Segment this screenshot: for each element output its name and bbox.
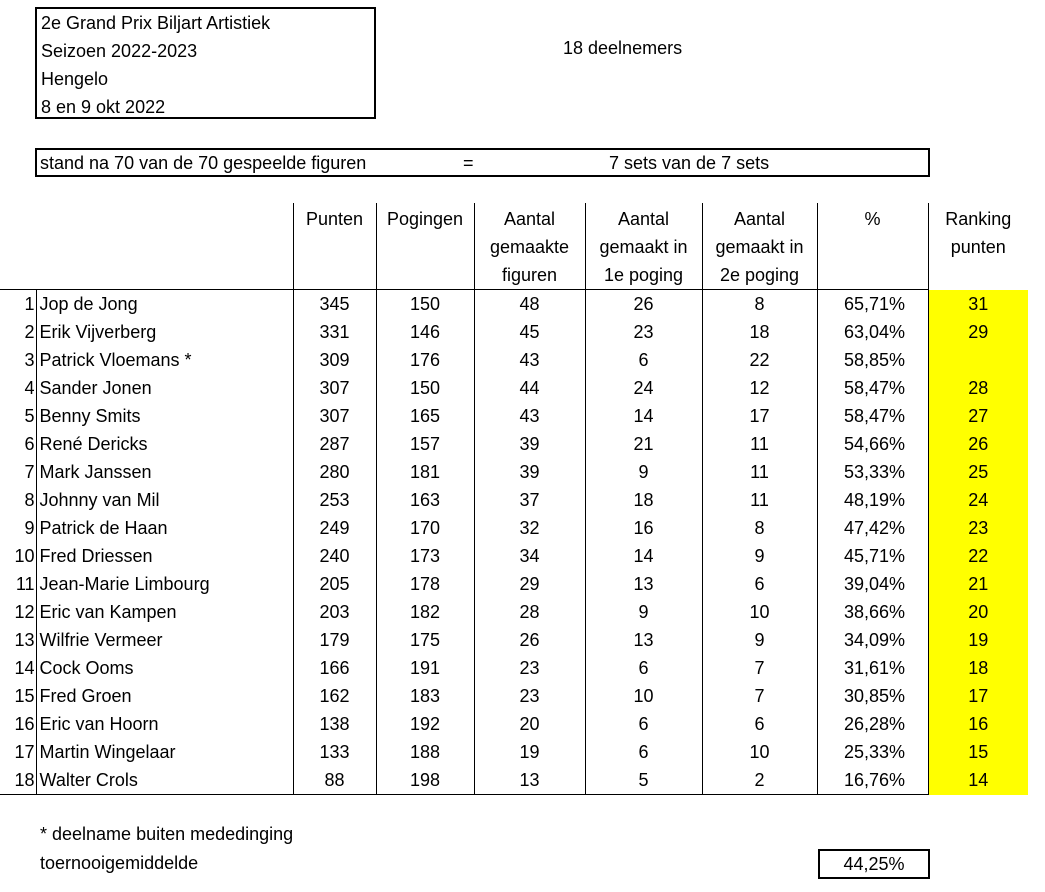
eerste-poging-cell: 26 xyxy=(585,290,702,319)
col-header-line: Aantal xyxy=(617,209,670,229)
table-row xyxy=(0,402,1028,430)
rank-number: 13 xyxy=(0,626,36,654)
player-name: Benny Smits xyxy=(36,402,293,430)
ranking-points-cell: 27 xyxy=(928,402,1028,430)
punten-cell: 253 xyxy=(293,486,376,514)
pogingen-cell: 173 xyxy=(376,542,474,570)
punten-cell: 205 xyxy=(293,570,376,598)
percentage-cell: 63,04% xyxy=(817,318,928,346)
col-header-line: punten xyxy=(950,237,1006,257)
col-header-line: Ranking xyxy=(945,209,1012,229)
player-name: Eric van Kampen xyxy=(36,598,293,626)
punten-cell: 307 xyxy=(293,374,376,402)
dates: 8 en 9 okt 2022 xyxy=(41,97,166,117)
col-header-line: gemaakte xyxy=(489,237,570,257)
pogingen-cell: 192 xyxy=(376,710,474,738)
ranking-points-cell: 28 xyxy=(928,374,1028,402)
percentage-cell: 58,47% xyxy=(817,374,928,402)
tweede-poging-cell: 8 xyxy=(702,290,817,319)
percentage-cell: 31,61% xyxy=(817,654,928,682)
eerste-poging-cell: 18 xyxy=(585,486,702,514)
figuren-cell: 26 xyxy=(474,626,585,654)
player-name: Erik Vijverberg xyxy=(36,318,293,346)
player-name: Johnny van Mil xyxy=(36,486,293,514)
rank-number: 17 xyxy=(0,738,36,766)
standings-table xyxy=(0,203,1028,795)
eerste-poging-cell: 5 xyxy=(585,766,702,795)
pogingen-cell: 181 xyxy=(376,458,474,486)
col-header-ranking xyxy=(928,203,1028,290)
eerste-poging-cell: 6 xyxy=(585,654,702,682)
table-row xyxy=(0,318,1028,346)
col-header-line: 2e poging xyxy=(719,265,800,285)
rank-number: 5 xyxy=(0,402,36,430)
ranking-points-cell: 29 xyxy=(928,318,1028,346)
figuren-cell: 32 xyxy=(474,514,585,542)
tweede-poging-cell: 22 xyxy=(702,346,817,374)
col-header-line: Punten xyxy=(305,209,364,229)
col-header-line: Aantal xyxy=(503,209,556,229)
col-header-figuren xyxy=(474,203,585,290)
percentage-cell: 34,09% xyxy=(817,626,928,654)
footnote: * deelname buiten mededinging xyxy=(40,824,294,844)
percentage-cell: 45,71% xyxy=(817,542,928,570)
pogingen-cell: 163 xyxy=(376,486,474,514)
table-row xyxy=(0,710,1028,738)
avg-label: toernooigemiddelde xyxy=(40,853,199,873)
punten-cell: 166 xyxy=(293,654,376,682)
table-row xyxy=(0,626,1028,654)
player-name: Martin Wingelaar xyxy=(36,738,293,766)
table-row xyxy=(0,654,1028,682)
ranking-points-cell: 18 xyxy=(928,654,1028,682)
figuren-cell: 29 xyxy=(474,570,585,598)
figuren-cell: 39 xyxy=(474,458,585,486)
col-header-line: % xyxy=(864,209,881,229)
punten-cell: 249 xyxy=(293,514,376,542)
player-name: René Dericks xyxy=(36,430,293,458)
table-row xyxy=(0,486,1028,514)
ranking-points-cell: 15 xyxy=(928,738,1028,766)
pogingen-cell: 170 xyxy=(376,514,474,542)
status-box xyxy=(35,148,930,177)
percentage-cell: 39,04% xyxy=(817,570,928,598)
eerste-poging-cell: 6 xyxy=(585,738,702,766)
player-name: Walter Crols xyxy=(36,766,293,795)
tweede-poging-cell: 2 xyxy=(702,766,817,795)
table-row xyxy=(0,374,1028,402)
ranking-points-cell: 19 xyxy=(928,626,1028,654)
tweede-poging-cell: 7 xyxy=(702,682,817,710)
rank-number: 1 xyxy=(0,290,36,319)
percentage-cell: 16,76% xyxy=(817,766,928,795)
player-name: Mark Janssen xyxy=(36,458,293,486)
tweede-poging-cell: 6 xyxy=(702,710,817,738)
rank-number: 4 xyxy=(0,374,36,402)
player-name: Eric van Hoorn xyxy=(36,710,293,738)
pogingen-cell: 183 xyxy=(376,682,474,710)
figuren-cell: 43 xyxy=(474,402,585,430)
location: Hengelo xyxy=(41,69,109,89)
tweede-poging-cell: 9 xyxy=(702,542,817,570)
eerste-poging-cell: 13 xyxy=(585,626,702,654)
table-row xyxy=(0,542,1028,570)
eerste-poging-cell: 6 xyxy=(585,346,702,374)
table-row xyxy=(0,682,1028,710)
rank-number: 12 xyxy=(0,598,36,626)
col-header-line: gemaakt in xyxy=(715,237,804,257)
ranking-points-cell: 20 xyxy=(928,598,1028,626)
figuren-cell: 37 xyxy=(474,486,585,514)
avg-value-box: 44,25% xyxy=(818,849,930,879)
pogingen-cell: 198 xyxy=(376,766,474,795)
tournament-title: 2e Grand Prix Biljart Artistiek xyxy=(41,13,271,33)
percentage-cell: 53,33% xyxy=(817,458,928,486)
punten-cell: 280 xyxy=(293,458,376,486)
eerste-poging-cell: 24 xyxy=(585,374,702,402)
punten-cell: 307 xyxy=(293,402,376,430)
eerste-poging-cell: 16 xyxy=(585,514,702,542)
status-left: stand na 70 van de 70 gespeelde figuren xyxy=(40,153,367,173)
pogingen-cell: 150 xyxy=(376,374,474,402)
eerste-poging-cell: 14 xyxy=(585,542,702,570)
player-name: Fred Driessen xyxy=(36,542,293,570)
tweede-poging-cell: 11 xyxy=(702,458,817,486)
col-header-pogingen xyxy=(376,203,474,290)
table-row xyxy=(0,430,1028,458)
table-row xyxy=(0,570,1028,598)
rank-number: 10 xyxy=(0,542,36,570)
punten-cell: 240 xyxy=(293,542,376,570)
col-header-line: 1e poging xyxy=(603,265,684,285)
tweede-poging-cell: 18 xyxy=(702,318,817,346)
pogingen-cell: 188 xyxy=(376,738,474,766)
pogingen-cell: 191 xyxy=(376,654,474,682)
pogingen-cell: 146 xyxy=(376,318,474,346)
tweede-poging-cell: 11 xyxy=(702,486,817,514)
table-row xyxy=(0,514,1028,542)
punten-cell: 345 xyxy=(293,290,376,319)
percentage-cell: 58,85% xyxy=(817,346,928,374)
figuren-cell: 20 xyxy=(474,710,585,738)
ranking-points-cell: 17 xyxy=(928,682,1028,710)
figuren-cell: 39 xyxy=(474,430,585,458)
table-row xyxy=(0,766,1028,795)
percentage-cell: 30,85% xyxy=(817,682,928,710)
punten-cell: 88 xyxy=(293,766,376,795)
player-name: Jop de Jong xyxy=(36,290,293,319)
figuren-cell: 34 xyxy=(474,542,585,570)
figuren-cell: 23 xyxy=(474,654,585,682)
punten-cell: 133 xyxy=(293,738,376,766)
tweede-poging-cell: 10 xyxy=(702,738,817,766)
player-name: Sander Jonen xyxy=(36,374,293,402)
rank-number: 16 xyxy=(0,710,36,738)
player-name: Patrick Vloemans * xyxy=(36,346,293,374)
rank-number: 7 xyxy=(0,458,36,486)
ranking-points-cell: 16 xyxy=(928,710,1028,738)
participants-count: 18 deelnemers xyxy=(563,38,683,58)
player-name: Fred Groen xyxy=(36,682,293,710)
tweede-poging-cell: 12 xyxy=(702,374,817,402)
status-right: 7 sets van de 7 sets xyxy=(609,153,770,173)
ranking-points-cell: 22 xyxy=(928,542,1028,570)
tournament-info-box xyxy=(35,7,376,119)
punten-cell: 203 xyxy=(293,598,376,626)
player-name: Wilfrie Vermeer xyxy=(36,626,293,654)
ranking-points-cell: 21 xyxy=(928,570,1028,598)
pogingen-cell: 157 xyxy=(376,430,474,458)
percentage-cell: 54,66% xyxy=(817,430,928,458)
pogingen-cell: 165 xyxy=(376,402,474,430)
percentage-cell: 26,28% xyxy=(817,710,928,738)
tweede-poging-cell: 8 xyxy=(702,514,817,542)
player-name: Jean-Marie Limbourg xyxy=(36,570,293,598)
rank-number: 11 xyxy=(0,570,36,598)
rank-number: 9 xyxy=(0,514,36,542)
tweede-poging-cell: 6 xyxy=(702,570,817,598)
rank-number: 14 xyxy=(0,654,36,682)
table-row xyxy=(0,738,1028,766)
col-header-percentage xyxy=(817,203,928,290)
percentage-cell: 48,19% xyxy=(817,486,928,514)
table-row xyxy=(0,346,1028,374)
ranking-points-cell: 14 xyxy=(928,766,1028,795)
rank-number: 18 xyxy=(0,766,36,795)
ranking-points-cell: 26 xyxy=(928,430,1028,458)
tweede-poging-cell: 10 xyxy=(702,598,817,626)
ranking-points-cell xyxy=(928,346,1028,374)
col-header-1e-poging xyxy=(585,203,702,290)
eerste-poging-cell: 6 xyxy=(585,710,702,738)
figuren-cell: 48 xyxy=(474,290,585,319)
ranking-points-cell: 25 xyxy=(928,458,1028,486)
rank-number: 3 xyxy=(0,346,36,374)
figuren-cell: 43 xyxy=(474,346,585,374)
table-row xyxy=(0,458,1028,486)
col-header-punten xyxy=(293,203,376,290)
punten-cell: 138 xyxy=(293,710,376,738)
rank-number: 15 xyxy=(0,682,36,710)
pogingen-cell: 178 xyxy=(376,570,474,598)
percentage-cell: 65,71% xyxy=(817,290,928,319)
col-header-line: gemaakt in xyxy=(599,237,688,257)
pogingen-cell: 150 xyxy=(376,290,474,319)
tweede-poging-cell: 11 xyxy=(702,430,817,458)
rank-number: 8 xyxy=(0,486,36,514)
player-name: Cock Ooms xyxy=(36,654,293,682)
rank-number: 2 xyxy=(0,318,36,346)
figuren-cell: 44 xyxy=(474,374,585,402)
eerste-poging-cell: 21 xyxy=(585,430,702,458)
rank-number: 6 xyxy=(0,430,36,458)
figuren-cell: 19 xyxy=(474,738,585,766)
percentage-cell: 47,42% xyxy=(817,514,928,542)
eerste-poging-cell: 13 xyxy=(585,570,702,598)
figuren-cell: 45 xyxy=(474,318,585,346)
col-header-line: Aantal xyxy=(733,209,786,229)
pogingen-cell: 176 xyxy=(376,346,474,374)
player-name: Patrick de Haan xyxy=(36,514,293,542)
col-header-line: Pogingen xyxy=(386,209,464,229)
tweede-poging-cell: 17 xyxy=(702,402,817,430)
table-row xyxy=(0,598,1028,626)
percentage-cell: 38,66% xyxy=(817,598,928,626)
punten-cell: 309 xyxy=(293,346,376,374)
eerste-poging-cell: 14 xyxy=(585,402,702,430)
punten-cell: 162 xyxy=(293,682,376,710)
col-header-2e-poging xyxy=(702,203,817,290)
figuren-cell: 13 xyxy=(474,766,585,795)
eerste-poging-cell: 23 xyxy=(585,318,702,346)
tweede-poging-cell: 7 xyxy=(702,654,817,682)
tweede-poging-cell: 9 xyxy=(702,626,817,654)
pogingen-cell: 175 xyxy=(376,626,474,654)
ranking-points-cell: 23 xyxy=(928,514,1028,542)
punten-cell: 179 xyxy=(293,626,376,654)
eerste-poging-cell: 9 xyxy=(585,458,702,486)
figuren-cell: 23 xyxy=(474,682,585,710)
percentage-cell: 25,33% xyxy=(817,738,928,766)
season: Seizoen 2022-2023 xyxy=(41,41,198,61)
col-header-line: figuren xyxy=(501,265,558,285)
status-equals: = xyxy=(463,153,474,173)
table-row xyxy=(0,290,1028,319)
pogingen-cell: 182 xyxy=(376,598,474,626)
ranking-points-cell: 31 xyxy=(928,290,1028,319)
punten-cell: 331 xyxy=(293,318,376,346)
ranking-points-cell: 24 xyxy=(928,486,1028,514)
eerste-poging-cell: 10 xyxy=(585,682,702,710)
punten-cell: 287 xyxy=(293,430,376,458)
percentage-cell: 58,47% xyxy=(817,402,928,430)
figuren-cell: 28 xyxy=(474,598,585,626)
eerste-poging-cell: 9 xyxy=(585,598,702,626)
